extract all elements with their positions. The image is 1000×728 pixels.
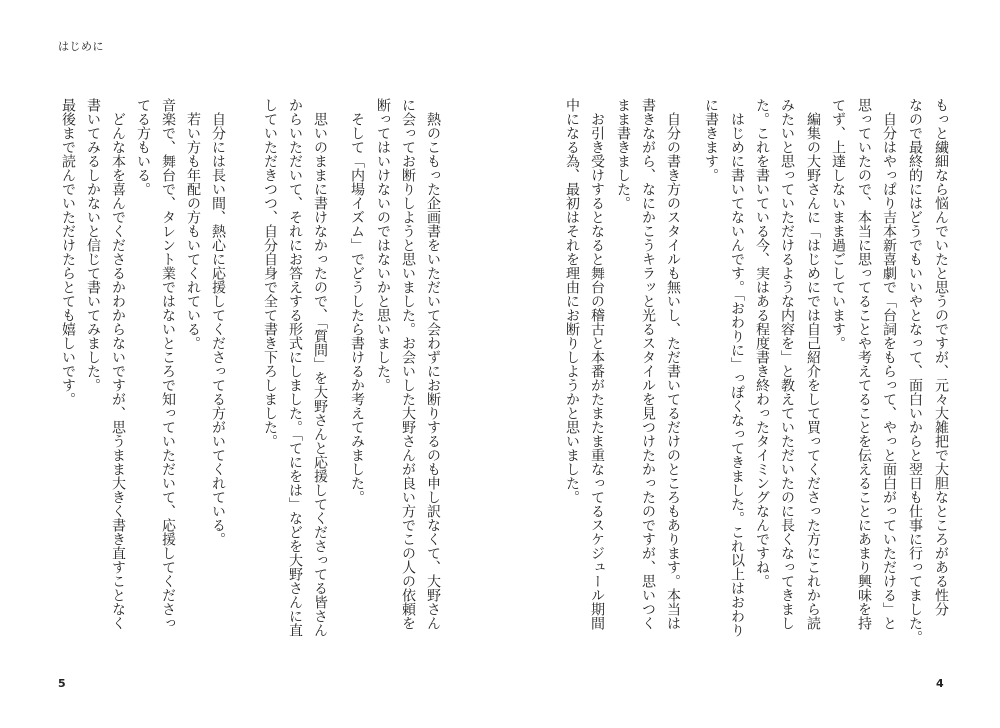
text-column: どんな本を喜んでくださるかわからないですが、思うまま大きく書き直すことなく	[110, 112, 126, 630]
text-column: 熱のこもった企画書をいただいて会わずにお断りするのも申し訳なくて、大野さん	[425, 112, 441, 630]
text-column: てる方もいる。	[135, 98, 151, 196]
right-page	[500, 0, 1000, 728]
text-column: からいただいて、それにお答えする形式にしました。「てにをは」などを大野さんに直	[287, 98, 303, 637]
text-column: に会ってお断りしようと思いました。お会いした大野さんが良い方でこの人の依頼を	[400, 98, 416, 630]
text-column: もっと繊細なら悩んでいたと思うのですが、元々大雑把で大胆なところがある性分	[933, 98, 949, 616]
page-number: 4	[936, 677, 944, 690]
text-column: していただきつつ、自分自身で全て書き下ろしました。	[262, 98, 278, 448]
text-column: 書きながら、なにかこうキラッと光るスタイルを見つけたかったのですが、思いつく	[640, 98, 656, 630]
text-column: 中になる為、最初はそれを理由にお断りしようかと思いました。	[564, 98, 580, 504]
text-column: 思いのままに書けなかったので、「質問」を大野さんと応援してくださってる皆さん	[312, 112, 328, 637]
text-column: 編集の大野さんに「はじめにでは自己紹介をして買ってくださった方にこれから読	[805, 112, 821, 630]
text-column: なので最終的にはどうでもいいやとなって、面白いからと翌日も仕事に行ってました。	[907, 98, 923, 644]
text-column: みたいと思っていただけるような内容を」と教えていただいたのに長くなってきまし	[779, 98, 795, 630]
text-column: 自分の書き方のスタイルも無いし、ただ書いてるだけのところもあります。本当は	[665, 112, 681, 630]
text-column: 自分はやっぱり吉本新喜劇で「台詞をもらって、やっと面白がっていただける」と	[881, 112, 897, 630]
text-column: に書きます。	[703, 98, 719, 182]
text-column: 音楽で、舞台で、タレント業ではないところで知っていただいて、応援してくださっ	[160, 98, 176, 630]
text-column: 自分には長い間、熱心に応援してくださってる方がいてくれている。	[210, 112, 226, 546]
text-column: てず、上達しないまま過ごしています。	[830, 98, 846, 350]
page-number: 5	[58, 677, 66, 690]
running-title: はじめに	[58, 40, 104, 53]
text-column: 思っていたので、本当に思ってることや考えてることを伝えることにあまり興味を持	[856, 98, 872, 630]
text-column: はじめに書いてないんです。「おわりに」っぽくなってきました。これ以上はおわり	[729, 112, 745, 637]
text-column: 書いてみるしかないと信じて書いてみました。	[85, 98, 101, 392]
text-column: 断ってはいけないのではないかと思いました。	[375, 98, 391, 392]
text-column: お引き受けするとなると舞台の稽古と本番がたまたま重なってるスケジュール期間	[589, 112, 605, 630]
text-column: 最後まで読んでいただけたらとても嬉しいです。	[60, 98, 76, 406]
text-column: 若い方も年配の方もいてくれている。	[185, 112, 201, 350]
text-column: そして「内場イズム」でどうしたら書けるか考えてみました。	[349, 112, 365, 504]
text-column: まま書きました。	[615, 98, 631, 210]
text-column: た。これを書いている今、実はある程度書き終わったタイミングなんですね。	[754, 98, 770, 588]
